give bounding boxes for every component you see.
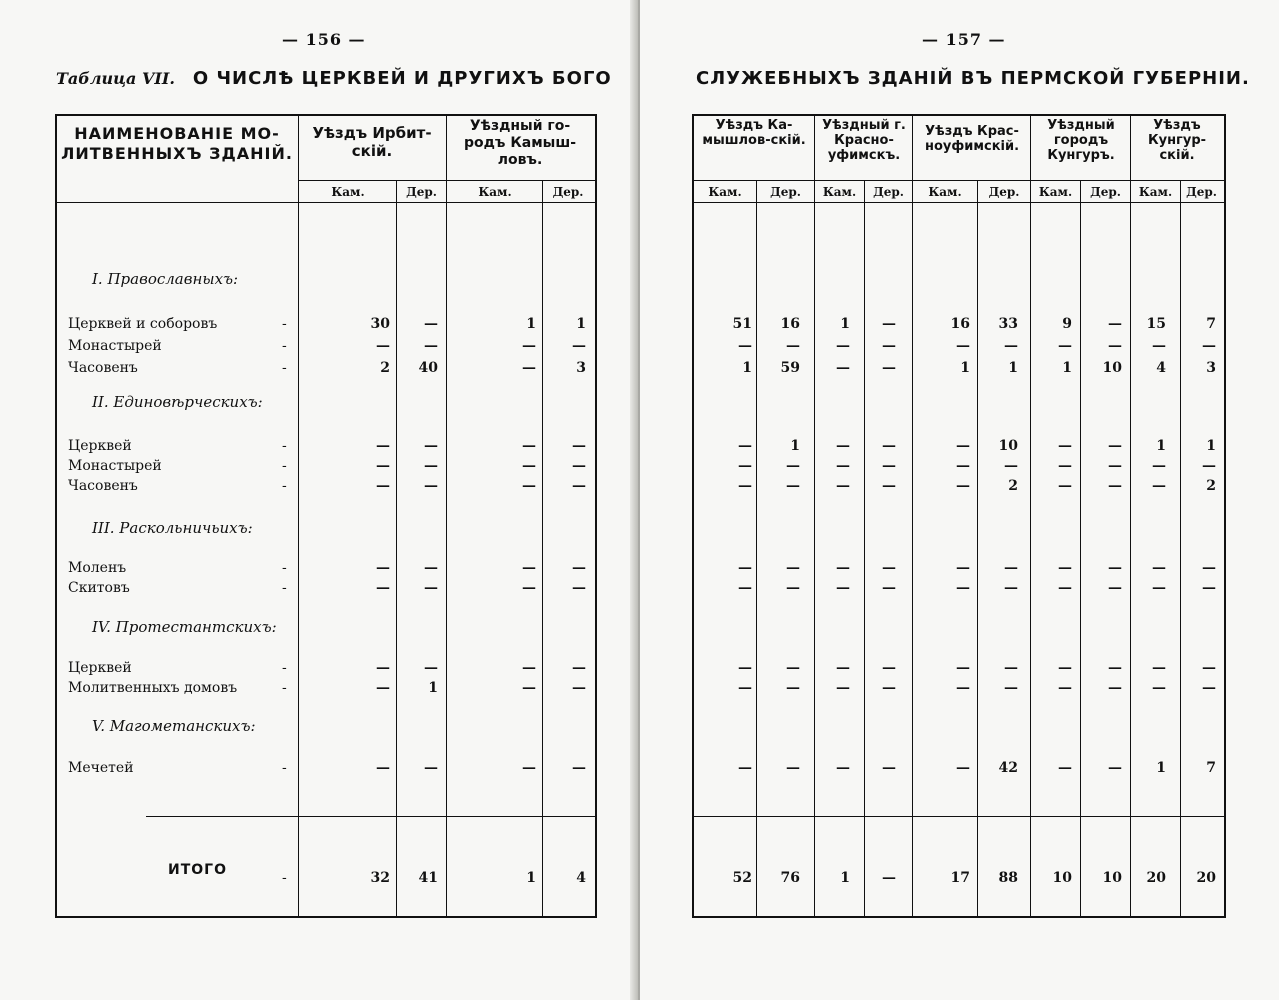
table-cell: —: [1152, 458, 1166, 474]
row-leader-dash: -: [282, 760, 287, 776]
header-divider: [692, 180, 1224, 181]
table-cell: —: [572, 680, 586, 696]
total-cell: 88: [998, 870, 1018, 886]
column-header-krasnoufimsk-uezd: Уѣздъ Крас-ноуфимскій.: [924, 124, 1020, 154]
column-rule: [298, 114, 299, 916]
table-cell: —: [1058, 680, 1072, 696]
column-rule: [542, 180, 543, 916]
table-cell: —: [522, 458, 536, 474]
header-bottom-rule: [55, 202, 595, 203]
table-cell: —: [1152, 478, 1166, 494]
table-cell: —: [738, 660, 752, 676]
table-cell: 1: [1206, 438, 1216, 454]
row-label: Молитвенныхъ домовъ: [68, 680, 238, 696]
row-label: Церквей и соборовъ: [68, 316, 218, 332]
table-cell: —: [1202, 680, 1216, 696]
table-cell: —: [424, 760, 438, 776]
table-cell: —: [522, 580, 536, 596]
table-title: [56, 68, 612, 89]
subheader-der: Дер.: [873, 185, 904, 199]
table-cell: 1: [1156, 438, 1166, 454]
table-cell: —: [882, 338, 896, 354]
table-cell: —: [786, 338, 800, 354]
column-rule: [446, 114, 447, 916]
name-column-header: НАИМЕНОВАНІЕ МО-ЛИТВЕННЫХЪ ЗДАНІЙ.: [61, 124, 293, 163]
row-label: Церквей: [68, 438, 132, 454]
table-cell: —: [522, 760, 536, 776]
table-cell: —: [1108, 438, 1122, 454]
table-title-continued: СЛУЖЕБНЫХЪ ЗДАНІЙ ВЪ ПЕРМСКОЙ ГУБЕРНІИ.: [696, 68, 1250, 89]
table-cell: —: [572, 580, 586, 596]
subheader-kam: Кам.: [928, 185, 962, 199]
table-cell: —: [738, 580, 752, 596]
table-cell: —: [376, 760, 390, 776]
table-cell: —: [956, 560, 970, 576]
table-cell: —: [1004, 660, 1018, 676]
table-cell: —: [836, 438, 850, 454]
table-cell: —: [836, 680, 850, 696]
page-number: — 156 —: [282, 30, 366, 49]
table-cell: —: [1058, 338, 1072, 354]
row-leader-dash: -: [282, 438, 287, 454]
subheader-der: Дер.: [1186, 185, 1217, 199]
table-cell: —: [738, 478, 752, 494]
table-cell: —: [956, 438, 970, 454]
table-cell: —: [1108, 580, 1122, 596]
total-cell: 20: [1196, 870, 1216, 886]
table-cell: —: [572, 458, 586, 474]
table-cell: —: [1152, 560, 1166, 576]
table-cell: —: [786, 458, 800, 474]
total-cell: —: [882, 870, 896, 886]
table-cell: —: [836, 580, 850, 596]
total-cell: 52: [732, 870, 752, 886]
column-rule: [1080, 180, 1081, 916]
table-cell: —: [1058, 478, 1072, 494]
table-cell: —: [882, 438, 896, 454]
table-cell: —: [376, 458, 390, 474]
table-cell: 4: [1156, 360, 1166, 376]
table-cell: —: [1004, 458, 1018, 474]
table-cell: —: [1058, 660, 1072, 676]
table-cell: —: [522, 478, 536, 494]
total-cell: 76: [780, 870, 800, 886]
table-cell: 51: [732, 316, 752, 332]
table-cell: —: [522, 660, 536, 676]
table-cell: —: [882, 316, 896, 332]
table-cell: —: [738, 338, 752, 354]
table-cell: —: [1202, 660, 1216, 676]
table-cell: —: [1108, 478, 1122, 494]
table-cell: —: [522, 438, 536, 454]
table-label: Таблица VII.: [56, 69, 175, 88]
table-cell: —: [836, 360, 850, 376]
section-title: II. Единовѣрческихъ:: [92, 393, 263, 411]
table-cell: 1: [960, 360, 970, 376]
table-cell: —: [738, 560, 752, 576]
column-header-irbit: Уѣздъ Ирбит-скій.: [312, 124, 432, 160]
table-cell: —: [1058, 760, 1072, 776]
table-cell: —: [836, 560, 850, 576]
table-cell: 3: [1206, 360, 1216, 376]
table-cell: 10: [998, 438, 1018, 454]
table-cell: —: [1152, 660, 1166, 676]
total-cell: 20: [1146, 870, 1166, 886]
total-cell: 41: [418, 870, 438, 886]
table-cell: 1: [428, 680, 438, 696]
table-cell: —: [376, 338, 390, 354]
row-leader-dash: -: [282, 316, 287, 332]
table-cell: —: [836, 338, 850, 354]
table-cell: 59: [780, 360, 800, 376]
table-cell: —: [1004, 560, 1018, 576]
subheader-der: Дер.: [1090, 185, 1121, 199]
table-cell: 1: [1062, 360, 1072, 376]
table-cell: —: [882, 360, 896, 376]
table-cell: —: [1202, 458, 1216, 474]
table-cell: —: [424, 560, 438, 576]
table-cell: —: [522, 680, 536, 696]
row-leader-dash: -: [282, 580, 287, 596]
table-cell: —: [738, 680, 752, 696]
table-cell: —: [836, 660, 850, 676]
table-cell: —: [572, 438, 586, 454]
table-cell: —: [956, 458, 970, 474]
row-label: Моленъ: [68, 560, 127, 576]
table-cell: —: [956, 478, 970, 494]
header-bottom-rule: [692, 202, 1224, 203]
column-rule: [977, 180, 978, 916]
table-cell: —: [1004, 338, 1018, 354]
table-cell: 15: [1146, 316, 1166, 332]
column-rule: [814, 114, 815, 916]
table-cell: —: [424, 338, 438, 354]
row-leader-dash: -: [282, 478, 287, 494]
total-label: ИТОГО: [168, 862, 227, 878]
table-cell: —: [572, 760, 586, 776]
table-cell: —: [424, 580, 438, 596]
column-rule: [1180, 180, 1181, 916]
table-cell: —: [1058, 580, 1072, 596]
left-page: [0, 0, 636, 1000]
column-rule: [1130, 114, 1131, 916]
table-cell: —: [424, 316, 438, 332]
total-cell: 4: [576, 870, 586, 886]
table-cell: —: [376, 580, 390, 596]
table-cell: 7: [1206, 760, 1216, 776]
table-cell: —: [424, 438, 438, 454]
table-cell: —: [956, 680, 970, 696]
table-cell: 1: [742, 360, 752, 376]
subheader-der: Дер.: [988, 185, 1020, 199]
table-cell: —: [882, 580, 896, 596]
table-cell: —: [1108, 316, 1122, 332]
section-title: III. Раскольничьихъ:: [92, 519, 253, 537]
table-cell: —: [882, 478, 896, 494]
total-cell: 10: [1052, 870, 1072, 886]
table-cell: —: [522, 560, 536, 576]
column-header-kamyshlov: Уѣздный го-родъ Камыш-ловъ.: [463, 118, 576, 168]
table-cell: —: [572, 338, 586, 354]
subheader-der: Дер.: [770, 185, 801, 199]
column-rule: [864, 180, 865, 916]
row-label: Часовенъ: [68, 478, 138, 494]
table-cell: —: [786, 580, 800, 596]
table-cell: —: [882, 458, 896, 474]
table-cell: 30: [370, 316, 390, 332]
table-cell: —: [786, 660, 800, 676]
table-cell: —: [1202, 560, 1216, 576]
table-cell: —: [1152, 680, 1166, 696]
total-rule: [146, 816, 595, 817]
table-cell: —: [1202, 580, 1216, 596]
subheader-kam: Кам.: [478, 185, 512, 199]
section-title: IV. Протестантскихъ:: [92, 618, 277, 636]
table-cell: 10: [1102, 360, 1122, 376]
table-cell: —: [956, 660, 970, 676]
row-leader-dash: -: [282, 660, 287, 676]
table-cell: 3: [576, 360, 586, 376]
table-cell: —: [836, 478, 850, 494]
total-cell: 10: [1102, 870, 1122, 886]
table-cell: —: [738, 458, 752, 474]
table-cell: —: [1152, 338, 1166, 354]
total-cell: 1: [840, 870, 850, 886]
table-cell: —: [424, 458, 438, 474]
table-cell: —: [1108, 338, 1122, 354]
row-leader-dash: -: [282, 338, 287, 354]
column-rule: [912, 114, 913, 916]
table-cell: —: [1004, 680, 1018, 696]
subheader-der: Дер.: [406, 185, 437, 199]
table-cell: 1: [790, 438, 800, 454]
row-leader-dash: -: [282, 870, 287, 886]
row-leader-dash: -: [282, 458, 287, 474]
table-cell: —: [1152, 580, 1166, 596]
table-cell: —: [424, 478, 438, 494]
table-cell: 16: [780, 316, 800, 332]
table-cell: 1: [526, 316, 536, 332]
left-table-frame: [55, 114, 597, 918]
table-cell: —: [1058, 438, 1072, 454]
subheader-kam: Кам.: [1038, 185, 1073, 199]
table-cell: —: [1202, 338, 1216, 354]
table-cell: —: [1004, 580, 1018, 596]
table-cell: —: [572, 560, 586, 576]
section-title: I. Православныхъ:: [92, 270, 239, 288]
table-cell: —: [786, 680, 800, 696]
column-header-kungur: Уѣздный городъ Кунгуръ.: [1047, 118, 1115, 163]
table-cell: 2: [380, 360, 390, 376]
table-cell: —: [738, 760, 752, 776]
row-label: Монастырей: [68, 338, 162, 354]
table-cell: —: [572, 478, 586, 494]
column-header-kamyshlov-uezd: Уѣздъ Ка-мышлов-скій.: [702, 118, 806, 148]
table-cell: —: [1058, 560, 1072, 576]
total-cell: 32: [370, 870, 390, 886]
row-leader-dash: -: [282, 360, 287, 376]
table-cell: 16: [950, 316, 970, 332]
table-cell: —: [882, 560, 896, 576]
table-cell: 1: [576, 316, 586, 332]
table-cell: 7: [1206, 316, 1216, 332]
table-cell: —: [956, 338, 970, 354]
row-label: Мечетей: [68, 760, 134, 776]
table-cell: —: [376, 478, 390, 494]
table-cell: —: [376, 560, 390, 576]
table-cell: 9: [1062, 316, 1072, 332]
table-cell: —: [836, 458, 850, 474]
table-cell: —: [956, 760, 970, 776]
row-leader-dash: -: [282, 560, 287, 576]
table-cell: 1: [1008, 360, 1018, 376]
table-cell: —: [956, 580, 970, 596]
subheader-kam: Кам.: [1138, 185, 1173, 199]
column-header-krasnoufimsk: Уѣздный г. Красно-уфимскъ.: [822, 118, 906, 163]
subheader-kam: Кам.: [708, 185, 742, 199]
title-part-1: О ЧИСЛѢ ЦЕРКВЕЙ И ДРУГИХЪ БОГО: [192, 68, 612, 89]
row-label: Скитовъ: [68, 580, 130, 596]
row-label: Монастырей: [68, 458, 162, 474]
table-cell: —: [1058, 458, 1072, 474]
table-cell: —: [1108, 458, 1122, 474]
subheader-kam: Кам.: [331, 185, 365, 199]
row-label: Церквей: [68, 660, 132, 676]
table-cell: —: [1108, 560, 1122, 576]
total-cell: 1: [526, 870, 536, 886]
column-rule: [396, 180, 397, 916]
table-cell: 1: [840, 316, 850, 332]
table-cell: 33: [998, 316, 1018, 332]
table-cell: —: [882, 680, 896, 696]
table-cell: —: [376, 680, 390, 696]
table-cell: —: [1108, 660, 1122, 676]
right-page: [640, 0, 1279, 1000]
table-cell: —: [376, 660, 390, 676]
table-cell: —: [522, 338, 536, 354]
column-header-kungur-uezd: Уѣздъ Кунгур-скій.: [1147, 118, 1207, 163]
table-cell: —: [376, 438, 390, 454]
table-cell: —: [882, 760, 896, 776]
table-cell: —: [1108, 680, 1122, 696]
table-cell: —: [572, 660, 586, 676]
table-cell: —: [836, 760, 850, 776]
row-label: Часовенъ: [68, 360, 138, 376]
table-cell: —: [786, 760, 800, 776]
subheader-der: Дер.: [552, 185, 584, 199]
table-cell: —: [1108, 760, 1122, 776]
total-cell: 17: [950, 870, 970, 886]
column-rule: [1030, 114, 1031, 916]
table-cell: —: [424, 660, 438, 676]
section-title: V. Магометанскихъ:: [92, 717, 256, 735]
table-cell: —: [522, 360, 536, 376]
column-rule: [756, 180, 757, 916]
total-rule: [692, 816, 1224, 817]
subheader-kam: Кам.: [822, 185, 857, 199]
table-cell: —: [786, 478, 800, 494]
table-cell: —: [786, 560, 800, 576]
table-cell: —: [882, 660, 896, 676]
table-cell: 42: [998, 760, 1018, 776]
row-leader-dash: -: [282, 680, 287, 696]
page-number: — 157 —: [922, 30, 1006, 49]
table-cell: 2: [1008, 478, 1018, 494]
table-cell: 40: [418, 360, 438, 376]
table-cell: 1: [1156, 760, 1166, 776]
table-cell: 2: [1206, 478, 1216, 494]
table-cell: —: [738, 438, 752, 454]
right-table-frame: [692, 114, 1226, 918]
